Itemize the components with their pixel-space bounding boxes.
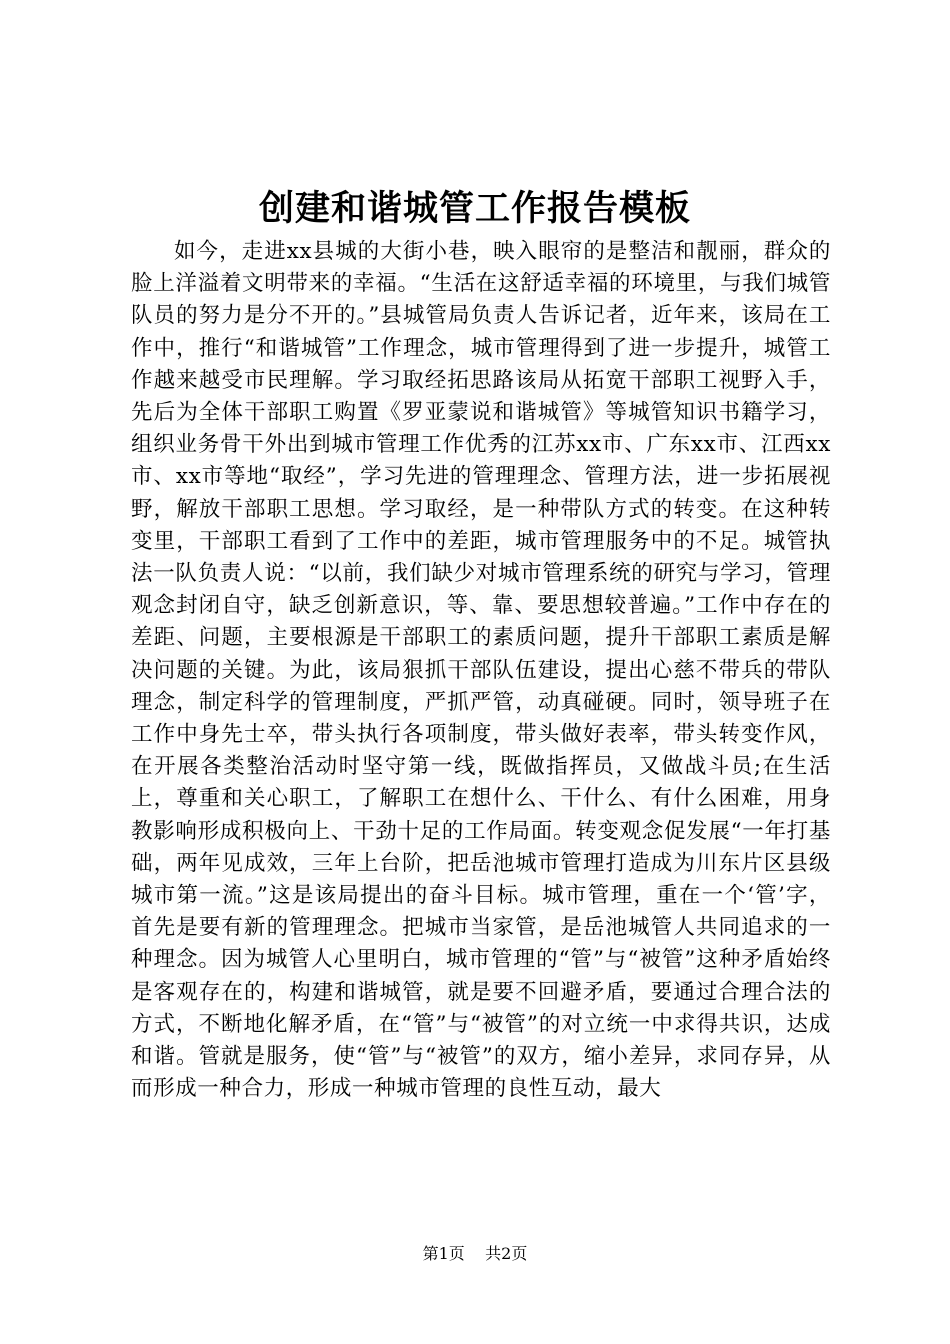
document-title: 创建和谐城管工作报告模板 xyxy=(258,188,691,229)
page-number-total: 共2页 xyxy=(485,1244,528,1263)
document-body-paragraph: 如今，走进xx县城的大街小巷，映入眼帘的是整洁和靓丽，群众的脸上洋溢着文明带来的幸福。“生活在这舒适幸福的环境里，与我们城管队员的努力是分不开的。”县城管局负责人告诉记者，近年来，该局在工作中，推行“和谐城管”工作理念，城市管理得到了进一步提升，城管工作越来越受市民理解。学习取经拓思路该局从拓宽干部职工视野入手，先后为全体干部职工购置《罗亚蒙说和谐城管》等城管知识书籍学习，组织业务骨干外出到城市管理工作优秀的江苏xx市、广东xx市、江西xx市、xx市等地“取经”，学习先进的管理理念、管理方法，进一步拓展视野，解放干部职工思想。学习取经，是一种带队方式的转变。在这种转变里，干部职工看到了工作中的差距，城市管理服务中的不足。城管执法一队负责人说：“以前，我们缺少对城市管理系统的研究与学习，管理观念封闭自守，缺乏创新意识，等、靠、要思想较普遍。”工作中存在的差距、问题，主要根源是干部职工的素质问题，提升干部职工素质是解决问题的关键。为此，该局狠抓干部队伍建设，提出心慈不带兵的带队理念，制定科学的管理制度，严抓严管，动真碰硬。同时，领导班子在工作中身先士卒，带头执行各项制度，带头做好表率，带头转变作风，在开展各类整治活动时坚守第一线，既做指挥员，又做战斗员;在生活上，尊重和关心职工，了解职工在想什么、干什么、有什么困难，用身教影响形成积极向上、干劲十足的工作局面。转变观念促发展“一年打基础，两年见成效，三年上台阶，把岳池城市管理打造成为川东片区县级城市第一流。”这是该局提出的奋斗目标。城市管理，重在一个‘管’字，首先是要有新的管理理念。把城市当家管，是岳池城管人共同追求的一种理念。因为城管人心里明白，城市管理的“管”与“被管”这种矛盾始终是客观存在的，构建和谐城管，就是要不回避矛盾，要通过合理合法的方式，不断地化解矛盾，在“管”与“被管”的对立统一中求得共识，达成和谐。管就是服务，使“管”与“被管”的双方，缩小差异，求同存异，从而形成一种合力，形成一种城市管理的良性互动，最大 xyxy=(131,239,831,1102)
page-number-current: 第1页 xyxy=(422,1244,465,1263)
page-footer-gap xyxy=(470,1244,480,1263)
page-footer xyxy=(0,1242,950,1266)
